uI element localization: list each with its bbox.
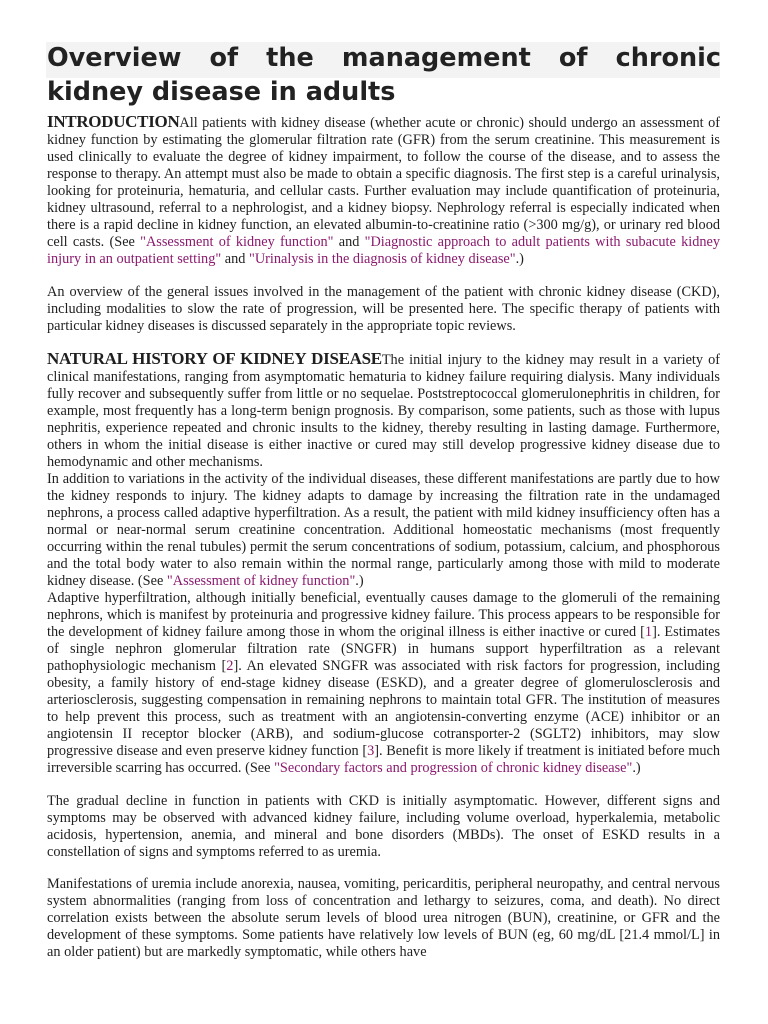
overview-paragraph: An overview of the general issues involved in the management of the patient with chronic kidney disease (CKD), including modalities to slow the rate of progression, will be presented here. The specific therapy of patients with particular kidney diseases is discussed separately in the appropriate topic reviews. bbox=[47, 283, 720, 334]
document-body bbox=[47, 113, 720, 961]
reference-link-3[interactable]: 3 bbox=[367, 743, 375, 759]
closing-text: .) bbox=[515, 251, 524, 267]
link-secondary-factors-progression[interactable]: "Secondary factors and progression of chronic kidney disease" bbox=[274, 760, 633, 776]
intro-text: All patients with kidney disease (whether acute or chronic) should undergo an assessment of kidney function by estimating the glomerular filtration rate (GFR) from the serum creatinine. This measurement is used clinically to evaluate the degree of kidney impairment, to follow the course of the disease, and to assess the response to therapy. An attempt must also be made to obtain a specific diagnosis. The first step is a careful urinalysis, looking for proteinuria, hematuria, and cellular casts. Further evaluation may include quantification of proteinuria, kidney ultrasound, referral to a nephrologist, and a kidney biopsy. Nephrology referral is especially indicated when there is a rapid decline in kidney function, an elevated albumin-to-creatinine ratio (>300 mg/g), or urinary red blood cell casts. (See bbox=[47, 115, 720, 250]
hyperfiltration-text: ]. Estimates of single nephron glomerular filtration rate (SNGFR) in humans support hyperfiltration as a relevant pathophysiologic mechanism [ bbox=[47, 624, 721, 674]
natural-history-paragraph bbox=[47, 350, 720, 471]
closing-text: .) bbox=[355, 573, 364, 589]
link-assessment-kidney-function-2[interactable]: "Assessment of kidney function" bbox=[166, 573, 356, 589]
hyperfiltration-text: ]. An elevated SNGFR was associated with risk factors for progression, including obesity, a family history of end-stage kidney disease (ESKD), and a greater degree of glomerulosclerosis and arteriosclerosis, suggesting compensation in remaining nephrons to maintain total GFR. The institution of measures to help prevent this process, such as treatment with an angiotensin-converting enzyme (ACE) inhibitor or an angiotensin II receptor blocker (ARB), and sodium-glucose cotransporter-2 (SGLT2) inhibitors, may slow progressive disease and even preserve kidney function [ bbox=[47, 658, 720, 759]
closing-text: .) bbox=[632, 760, 641, 776]
intro-paragraph bbox=[47, 113, 720, 268]
link-diagnostic-approach-subacute-kidney-injury[interactable]: "Diagnostic approach to adult patients with subacute kidney injury in an outpatient setting" bbox=[47, 234, 720, 267]
section-heading-natural-history: NATURAL HISTORY OF KIDNEY DISEASE bbox=[47, 349, 382, 368]
reference-link-2[interactable]: 2 bbox=[226, 658, 234, 674]
uremia-paragraph: Manifestations of uremia include anorexia, nausea, vomiting, pericarditis, peripheral neuropathy, and central nervous system abnormalities (ranging from loss of concentration and lethargy to seizures, coma, and death). No direct correlation exists between the absolute serum levels of blood urea nitrogen (BUN), creatinine, or GFR and the development of these symptoms. Some patients have relatively low levels of BUN (eg, 60 mg/dL [21.4 mmol/L] in an older patient) but are markedly symptomatic, while others have bbox=[47, 876, 720, 960]
natural-history-text: The initial injury to the kidney may result in a variety of clinical manifestations, ranging from asymptomatic hematuria to kidney failure requiring dialysis. Many individuals fully recover and subsequently suffer from little or no sequelae. Poststreptococcal glomerulonephritis in children, for example, most frequently has a long-term benign prognosis. By comparison, some patients, such as those with lupus nephritis, experience repeated and chronic insults to the kidney, thereby resulting in lasting damage. Furthermore, others in whom the initial disease is either inactive or cured may still develop progressive kidney disease due to hemodynamic and other mechanisms. bbox=[47, 352, 720, 470]
connector-text: and bbox=[221, 251, 249, 267]
adaptation-paragraph bbox=[47, 471, 720, 590]
reference-link-1[interactable]: 1 bbox=[644, 624, 653, 640]
link-urinalysis-diagnosis[interactable]: "Urinalysis in the diagnosis of kidney disease" bbox=[249, 251, 516, 267]
hyperfiltration-paragraph bbox=[47, 590, 720, 777]
connector-text: and bbox=[333, 234, 365, 250]
link-assessment-kidney-function[interactable]: "Assessment of kidney function" bbox=[140, 234, 334, 250]
section-heading-introduction: INTRODUCTION bbox=[47, 112, 180, 131]
page-title: Overview of the management of chronic kidney disease in adults bbox=[47, 43, 721, 107]
gradual-decline-paragraph: The gradual decline in function in patients with CKD is initially asymptomatic. However, different signs and symptoms may be observed with advanced kidney failure, including volume overload, hyperkalemia, metabolic acidosis, hypertension, anemia, and mineral and bone disorders (MBDs). The onset of ESKD results in a constellation of signs and symptoms referred to as uremia. bbox=[47, 792, 720, 860]
hyperfiltration-text: Adaptive hyperfiltration, although initially beneficial, eventually causes damage to the glomeruli of the remaining nephrons, which is manifest by proteinuria and progressive kidney failure. This process appears to be responsible for the development of kidney failure among those in whom the original illness is either inactive or cured [ bbox=[47, 590, 720, 640]
adaptation-text: In addition to variations in the activity of the individual diseases, these different manifestations are partly due to how the kidney responds to injury. The kidney adapts to damage by increasing the filtration rate in the undamaged nephrons, a process called adaptive hyperfiltration. As a result, the patient with mild kidney insufficiency often has a normal or near-normal serum creatinine concentration. Additional homeostatic mechanisms (most frequently occurring within the renal tubules) permit the serum concentrations of sodium, potassium, calcium, and phosphorous and the total body water to also remain within the normal range, particularly among those with mild to moderate kidney disease. (See bbox=[47, 471, 720, 589]
hyperfiltration-text: ]. Benefit is more likely if treatment is initiated before much irreversible scarring has occurred. (See bbox=[47, 743, 720, 776]
